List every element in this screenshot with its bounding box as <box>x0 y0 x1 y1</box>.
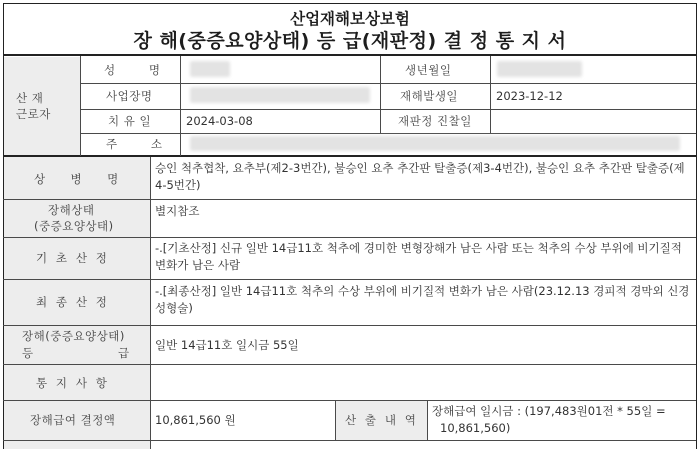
worker-group-divider <box>80 56 81 156</box>
title-box-top-border <box>3 3 696 4</box>
basic-calc-value: -.[기초산정] 신규 일반 14급11호 척추에 경미한 변형장해가 남은 사람 또는 척추의 수상 부위에 비기질적 변화가 남은 사람 <box>155 241 682 272</box>
decision-label-divider <box>150 157 151 449</box>
outer-right-border <box>696 3 697 449</box>
final-calc-label: 최 종 산 정 <box>36 295 108 309</box>
amount-label: 장해급여 결정액 <box>30 413 116 427</box>
decision-row-divider <box>3 364 696 365</box>
calc-label-divider <box>427 400 428 440</box>
decision-row-divider <box>3 199 696 200</box>
worker-row-divider <box>80 109 696 110</box>
worker-group-label-line1: 산 재 <box>16 91 44 105</box>
decision-row-divider <box>3 237 696 238</box>
grade-label-line2-left: 등 <box>22 346 34 360</box>
birthdate-label: 생년월일 <box>405 63 452 77</box>
workplace-value-redacted <box>190 87 370 103</box>
disease-label: 상 병 명 <box>34 172 119 186</box>
worker-mid-divider <box>380 56 381 134</box>
grade-label-line1: 장해(중증요양상태) <box>22 329 125 343</box>
notice-label: 통 지 사 항 <box>36 376 108 390</box>
grade-label-line2-right: 급 <box>118 346 130 360</box>
status-label-line2: (중증요양상태) <box>34 219 114 233</box>
amount-value: 10,861,560 원 <box>155 413 236 427</box>
worker-group-label-bg <box>4 57 80 155</box>
address-label: 주 소 <box>106 137 163 151</box>
workplace-label: 사업장명 <box>106 89 153 103</box>
insurance-agency-name: 산업재해보상보험 <box>290 10 410 28</box>
accident-date-value: 2023-12-12 <box>496 89 563 103</box>
basic-calc-label: 기 초 산 정 <box>36 251 108 265</box>
worker-group-label-line2: 근로자 <box>16 107 51 121</box>
accident-date-label: 재해발생일 <box>400 89 459 103</box>
final-calc-value: -.[최종산정] 일반 14급11호 척추의 수상 부위에 비기질적 변화가 남은 사람(23.12.13 경피적 경막외 신경성형술) <box>155 284 690 315</box>
decision-row-divider <box>3 440 696 441</box>
worker-label-divider <box>180 56 181 156</box>
status-value: 별지참조 <box>155 204 200 218</box>
decision-row-divider <box>3 325 696 326</box>
name-label: 성 명 <box>104 63 161 77</box>
worker-row-divider <box>80 133 696 134</box>
healed-date-value: 2024-03-08 <box>186 114 253 128</box>
name-value-redacted <box>190 61 230 77</box>
status-label-line1: 장해상태 <box>48 203 95 217</box>
grade-value: 일반 14급11호 일시금 55일 <box>155 338 299 352</box>
address-value-redacted <box>190 136 680 151</box>
healed-date-label: 치 유 일 <box>108 114 152 128</box>
worker-row-divider <box>80 83 696 84</box>
calc-label: 산 출 내 역 <box>345 413 417 427</box>
recheck-date-label: 재판정 진찰일 <box>398 114 472 128</box>
title-box-bottom-border <box>3 54 696 56</box>
calc-value-line1: 장해급여 일시금 : (197,483원01전 * 55일 = <box>432 404 666 418</box>
worker-label2-divider <box>490 56 491 134</box>
birthdate-value-redacted <box>497 61 582 77</box>
disease-value: 승인 척추협착, 요추부(제2-3번간), 불승인 요추 추간판 탈출증(제3-4번간), 불승인 요추 추간판 탈출증(제4-5번간) <box>155 161 685 192</box>
decision-row-divider <box>3 279 696 280</box>
document-title: 장 해(중증요양상태) 등 급(재판정) 결 정 통 지 서 <box>133 30 567 52</box>
amount-calc-divider <box>335 400 336 440</box>
calc-value-line2: 10,861,560) <box>440 421 511 435</box>
